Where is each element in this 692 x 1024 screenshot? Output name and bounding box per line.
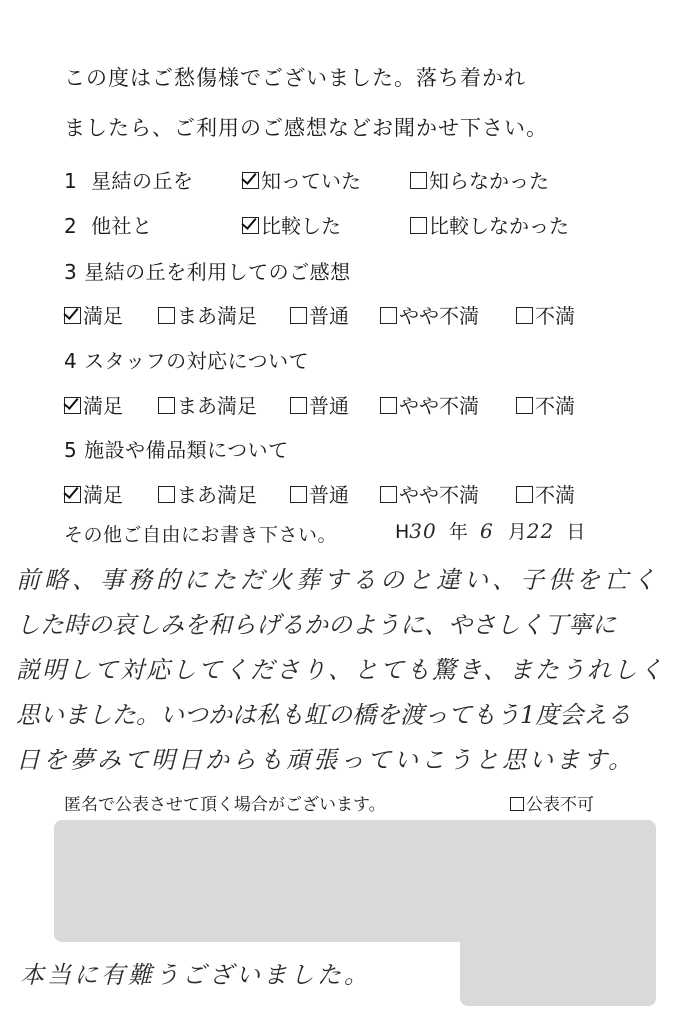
checkbox-icon[interactable] xyxy=(380,307,397,324)
date-era: H xyxy=(395,521,410,543)
q2-option-not-compared-label: 比較しなかった xyxy=(429,214,569,238)
q2-option-not-compared[interactable] xyxy=(410,210,569,239)
closing-message: 本当に有難うございました。 xyxy=(20,961,371,989)
checkbox-icon[interactable] xyxy=(510,797,524,811)
q3-option-satisfied[interactable] xyxy=(64,300,123,329)
q2-label: 他社と xyxy=(90,214,153,238)
checkbox-icon[interactable] xyxy=(410,172,427,189)
checkbox-icon[interactable] xyxy=(290,307,307,324)
q5-option-neutral[interactable] xyxy=(290,479,349,508)
q4-option-label: やや不満 xyxy=(399,394,479,418)
date-field xyxy=(395,517,585,544)
q3-option-dissatisfied[interactable] xyxy=(516,300,575,329)
q2-option-compared[interactable] xyxy=(242,210,341,239)
checkbox-icon[interactable] xyxy=(380,486,397,503)
no-publish-option[interactable] xyxy=(510,790,594,815)
q5-option-label: 普通 xyxy=(309,483,349,507)
date-year: 30 xyxy=(409,519,437,543)
q5-option-dissatisfied[interactable] xyxy=(516,479,575,508)
q2-question xyxy=(64,210,152,239)
q3-option-label: 不満 xyxy=(535,304,575,328)
checkbox-icon[interactable] xyxy=(158,486,175,503)
checkbox-icon[interactable] xyxy=(290,397,307,414)
date-month: 6 xyxy=(479,519,496,543)
q1-option-knew-label: 知っていた xyxy=(261,169,361,193)
q3-option-somewhat-satisfied[interactable] xyxy=(158,300,257,329)
q4-option-label: 満足 xyxy=(83,394,123,418)
q1-number: 1 xyxy=(64,169,78,193)
date-month-unit: 月 xyxy=(507,521,527,543)
q2-option-compared-label: 比較した xyxy=(261,214,341,238)
anonymous-notice: 匿名で公表させて頂く場合がございます。 xyxy=(64,795,386,815)
checkbox-checked-icon[interactable] xyxy=(242,172,259,189)
checkbox-checked-icon[interactable] xyxy=(64,307,81,324)
q3-title: 3 星結の丘を利用してのご感想 xyxy=(64,260,351,284)
checkbox-icon[interactable] xyxy=(158,397,175,414)
date-day-unit: 日 xyxy=(566,521,586,543)
q4-option-dissatisfied[interactable] xyxy=(516,390,575,419)
q4-option-neutral[interactable] xyxy=(290,390,349,419)
q3-option-label: 満足 xyxy=(83,304,123,328)
checkbox-icon[interactable] xyxy=(158,307,175,324)
checkbox-icon[interactable] xyxy=(410,217,427,234)
q1-option-didnt-know[interactable] xyxy=(410,165,549,194)
q4-option-label: 普通 xyxy=(309,394,349,418)
comment-line-4: 思いました。いつかは私も虹の橋を渡ってもう1度会える xyxy=(16,701,632,729)
checkbox-icon[interactable] xyxy=(290,486,307,503)
q4-option-somewhat-satisfied[interactable] xyxy=(158,390,257,419)
q2-number: 2 xyxy=(64,214,78,238)
checkbox-checked-icon[interactable] xyxy=(64,397,81,414)
checkbox-checked-icon[interactable] xyxy=(64,486,81,503)
q4-title: 4 スタッフの対応について xyxy=(64,349,310,373)
date-day: 22 xyxy=(526,519,555,543)
q3-option-label: 普通 xyxy=(309,304,349,328)
q3-option-label: やや不満 xyxy=(399,304,479,328)
date-year-unit: 年 xyxy=(448,521,468,543)
q3-option-label: まあ満足 xyxy=(177,304,257,328)
q4-option-label: まあ満足 xyxy=(177,394,257,418)
q1-option-didnt-know-label: 知らなかった xyxy=(429,169,549,193)
q1-option-knew[interactable] xyxy=(242,165,361,194)
q5-option-somewhat-satisfied[interactable] xyxy=(158,479,257,508)
comment-line-1: 前略、事務的にただ火葬するのと違い、子供を亡く xyxy=(16,566,660,594)
q4-option-label: 不満 xyxy=(535,394,575,418)
q3-option-neutral[interactable] xyxy=(290,300,349,329)
intro-line-1: この度はご愁傷様でございました。落ち着かれ xyxy=(64,66,526,90)
q5-option-label: 満足 xyxy=(83,483,123,507)
q5-option-label: やや不満 xyxy=(399,483,479,507)
redacted-area xyxy=(54,820,656,942)
q5-title: 5 施設や備品類について xyxy=(64,438,289,462)
comment-line-3: 説明して対応してくださり、とても驚き、またうれしく xyxy=(16,656,666,684)
checkbox-icon[interactable] xyxy=(516,307,533,324)
q5-option-satisfied[interactable] xyxy=(64,479,123,508)
no-publish-label: 公表不可 xyxy=(526,795,594,815)
comment-line-2: した時の哀しみを和らげるかのように、やさしく丁寧に xyxy=(16,611,616,639)
q3-option-somewhat-dissatisfied[interactable] xyxy=(380,300,479,329)
checkbox-icon[interactable] xyxy=(380,397,397,414)
q5-option-somewhat-dissatisfied[interactable] xyxy=(380,479,479,508)
checkbox-checked-icon[interactable] xyxy=(242,217,259,234)
q5-option-label: 不満 xyxy=(535,483,575,507)
q4-option-somewhat-dissatisfied[interactable] xyxy=(380,390,479,419)
free-comment-label: その他ご自由にお書き下さい。 xyxy=(64,524,338,546)
q1-label: 星結の丘を xyxy=(90,169,194,193)
redacted-area-lower xyxy=(460,930,656,1006)
q1-question xyxy=(64,165,193,194)
checkbox-icon[interactable] xyxy=(516,397,533,414)
checkbox-icon[interactable] xyxy=(516,486,533,503)
comment-line-5: 日を夢みて明日からも頑張っていこうと思います。 xyxy=(16,746,636,774)
q4-option-satisfied[interactable] xyxy=(64,390,123,419)
q5-option-label: まあ満足 xyxy=(177,483,257,507)
intro-line-2: ましたら、ご利用のご感想などお聞かせ下さい。 xyxy=(64,116,548,140)
